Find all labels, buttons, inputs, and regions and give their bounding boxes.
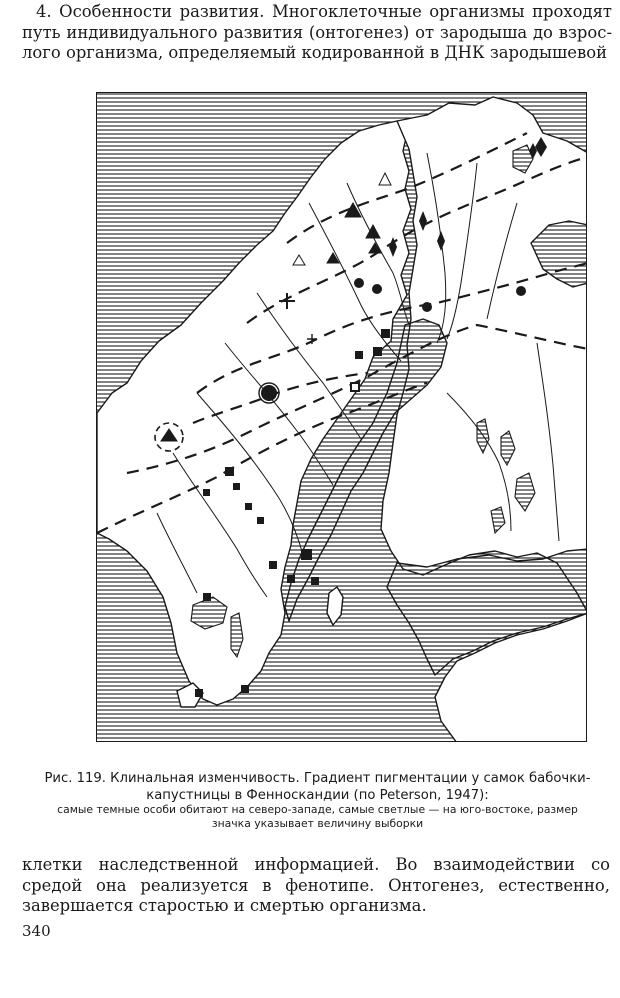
marker-square [287, 575, 295, 583]
marker-circle [354, 278, 364, 288]
figure-map-frame [96, 92, 587, 742]
marker-square [195, 689, 203, 697]
marker-square [311, 577, 319, 585]
bottom-paragraph [22, 855, 610, 917]
marker-circle [516, 286, 526, 296]
fennoscandia-map [97, 93, 587, 742]
marker-square [241, 685, 249, 693]
marker-circle [422, 302, 432, 312]
top-paragraph-line-3: лого организма, определяемый кодированной в ДНК зародышевой [22, 43, 608, 62]
bottom-paragraph-line-2: она реализуется в фенотипе. Онтогенез, естественно, завершается [22, 875, 610, 915]
top-paragraph-line-2: путь индивидуального развития (онтогенез) от зародыша до взрос- [22, 22, 612, 42]
marker-square [245, 503, 252, 510]
marker-square [225, 467, 234, 476]
top-paragraph [22, 2, 612, 64]
marker-square [301, 549, 312, 560]
page-number: 340 [22, 922, 51, 940]
bottom-paragraph-line-1: клетки наследственной информацией. Во взаимодействии со средой [22, 855, 610, 895]
figure-caption-body: самые темные особи обитают на северо-западе, самые светлые — на юго-востоке, размер значка указывает величину выборки [57, 803, 578, 830]
marker-square [351, 383, 359, 391]
marker-square [203, 489, 210, 496]
marker-square [373, 347, 382, 356]
marker-square [269, 561, 277, 569]
marker-square [257, 517, 264, 524]
marker-square [203, 593, 211, 601]
figure-caption-title: Рис. 119. Клинальная изменчивость. Градиент пигментации у самок бабочки-капустницы в Фенноскандии (по Peterson, 1947): [44, 771, 591, 803]
marker-square [233, 483, 240, 490]
top-paragraph-line-1: 4. Особенности развития. Многоклеточные организмы проходят [36, 2, 612, 21]
marker-circle [261, 385, 277, 401]
marker-square [381, 329, 390, 338]
marker-square [355, 351, 363, 359]
marker-circle [372, 284, 382, 294]
bottom-paragraph-line-3: старостью и смертью организма. [138, 896, 427, 915]
